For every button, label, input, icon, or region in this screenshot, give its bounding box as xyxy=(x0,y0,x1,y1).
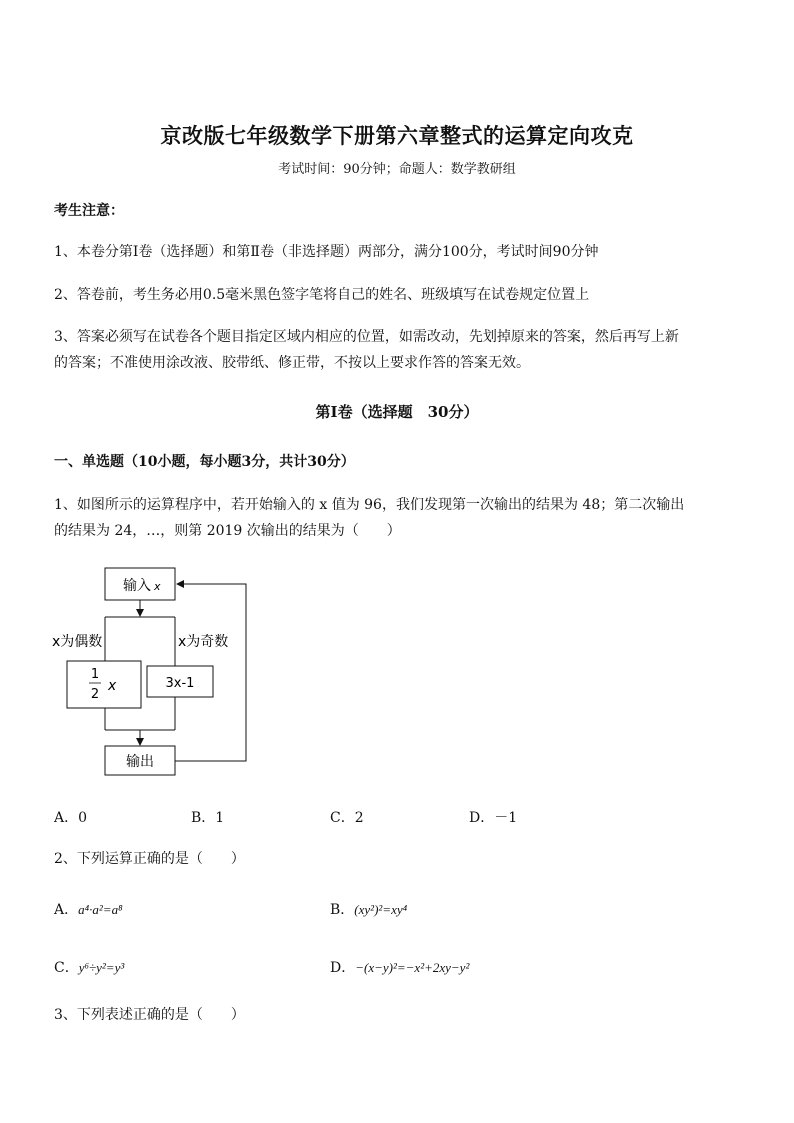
flow-half-box xyxy=(67,661,141,708)
flow-odd-label: x为奇数 xyxy=(178,634,229,650)
flow-half-denominator: 2 xyxy=(90,687,100,702)
q2-option-a[interactable] xyxy=(54,899,123,919)
section-title: 第Ⅰ卷（选择题 30分） xyxy=(315,403,479,421)
q1-option-b[interactable]: B．1 xyxy=(191,810,225,826)
q1-stem-line1: 1、如图所示的运算程序中，若开始输入的 x 值为 96，我们发现第一次输出的结果为 48；第二次输出 xyxy=(54,497,685,513)
q2-option-d-label: D． xyxy=(330,960,356,976)
flow-input-label: 输入 x xyxy=(123,578,161,594)
q1-option-d[interactable]: D．－1 xyxy=(469,810,518,826)
q2-option-c[interactable] xyxy=(54,957,124,977)
flow-loop-back xyxy=(175,584,246,761)
q2-option-c-expression: y⁶÷y²=y³ xyxy=(78,960,125,975)
q1-option-c[interactable]: C．2 xyxy=(330,810,364,826)
notice-heading: 考生注意： xyxy=(54,203,124,219)
q2-option-a-expression: a⁴·a²=a⁸ xyxy=(78,902,123,917)
flow-half-numerator: 1 xyxy=(90,667,100,682)
notice-item-3-line1: 3、答案必须写在试卷各个题目指定区域内相应的位置，如需改动，先划掉原来的答案，然后再写上新 xyxy=(54,329,679,345)
notice-item-3-line2: 的答案；不准使用涂改液、胶带纸、修正带，不按以上要求作答的答案无效。 xyxy=(54,355,530,371)
q2-option-d-expression: −(x−y)²=−x²+2xy−y² xyxy=(355,960,470,975)
exam-subtitle: 考试时间：90分钟；命题人：数学教研组 xyxy=(278,162,516,177)
q2-option-b[interactable] xyxy=(330,899,407,919)
flow-half-variable: x xyxy=(108,678,117,694)
flowchart xyxy=(50,560,260,785)
q2-option-d[interactable] xyxy=(330,957,469,977)
q1-option-a[interactable]: A．0 xyxy=(54,810,88,826)
part-heading: 一、单选题（10小题，每小题3分，共计30分） xyxy=(54,454,355,470)
q2-option-c-label: C． xyxy=(54,960,79,976)
flow-triple-label: 3x-1 xyxy=(165,676,195,691)
q2-option-b-label: B． xyxy=(330,902,355,918)
q3-stem: 3、下列表述正确的是（ ） xyxy=(54,1007,245,1023)
q1-stem-line2: 的结果为 24，…，则第 2019 次输出的结果为（ ） xyxy=(54,523,401,539)
flow-output-label: 输出 xyxy=(126,754,154,770)
notice-item-2: 2、答卷前，考生务必用0.5毫米黑色签字笔将自己的姓名、班级填写在试卷规定位置上 xyxy=(54,287,590,303)
q2-option-a-label: A． xyxy=(54,902,79,918)
page-title: 京改版七年级数学下册第六章整式的运算定向攻克 xyxy=(160,123,634,148)
notice-item-1: 1、本卷分第Ⅰ卷（选择题）和第Ⅱ卷（非选择题）两部分，满分100分，考试时间90分钟 xyxy=(54,244,599,260)
flow-even-label: x为偶数 xyxy=(52,634,103,650)
q2-option-b-expression: (xy²)²=xy⁴ xyxy=(354,902,408,917)
q2-stem: 2、下列运算正确的是（ ） xyxy=(54,851,245,867)
